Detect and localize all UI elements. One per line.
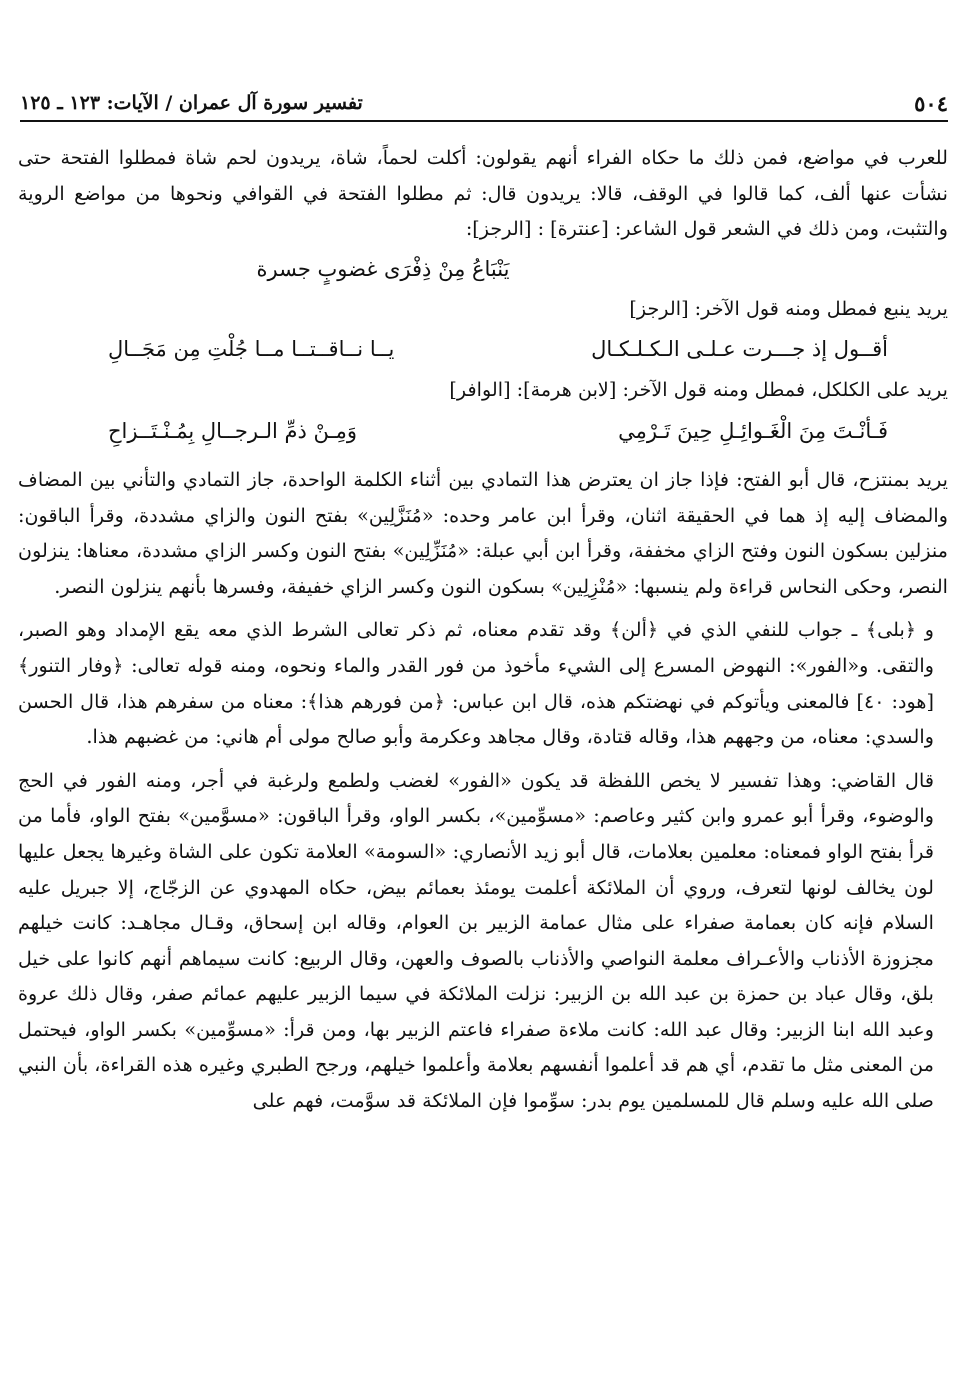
paragraph-6: قال القاضي: وهذا تفسير لا يخص اللفظة قد يكون «الفور» لغضب ولطمع ولرغبة في أجر، ومنه الفور في الحج والوضوء، وقرأ أبو عمرو وابن كثير وعاصم: «مسوِّمين»، بكسر الواو، وقرأ الباقون: «مسوَّمين» بفتح الواو، فأما من قرأ بفتح الواو فمعناه: معلمين بعلامات، قال أبو زيد الأنصاري: «السومة» العلامة تكون على الشاة وغيرها يجعل عليها لون يخالف لونها لتعرف، وروي أن الملائكة أعلمت يومئذ بعمائم بيض، حكاه المهدوي عن الزجّاج، إلا جبريل عليه السلام فإنه كان بعمامة صفراء على مثال عمامة الزبير بن العوام، وقاله ابن إسحاق، وقـال مجاهـد: كانت خيلهم مجزوزة الأذناب والأعـراف معلمة النواصي والأذناب بالصوف والعهن، وقال الربيع: كانت سيماهم أنهم كانوا على خيل بلق، وقال عباد بن حمزة بن عبد الله بن الزبير: نزلت الملائكة في سيما الزبير عليهم عمائم صفر، وقال ذلك عروة وعبد الله ابنا الزبير: وقال عبد الله: كانت ملاءة صفراء فاعتم الزبير بها، ومن قرأ: «مسوِّمين» بكسر الواو، فيحتمل من المعنى مثل ما تقدم، أي هم قد أعلموا أنفسهم بعلامة وأعلموا خيلهم، ورجح الطبري وغيره هذه القراءة، بأن النبي صلى الله عليه وسلم قال للمسلمين يوم بدر: سوِّموا فإن الملائكة قد سوَّمت، فهم على [18,768,934,1113]
verse-2-second-hemistich: يــا نــاقــتــا مــا جُلْتِ مِن مَجَــالِ [108,337,395,362]
page-number: ٥٠٤ [914,90,948,116]
paragraph-2: يريد ينبع فمطل ومنه قول الآخر: [الرجز] [629,296,948,320]
verse-2-first-hemistich: أقــول إذ جـــرت عـلـى الـكـلـكـال [591,337,888,362]
page-header [20,88,948,118]
running-title: تفسير سورة آل عمران / الآيات: ١٢٣ ـ ١٢٥ [20,92,363,114]
paragraph-1: للعرب في مواضع، فمن ذلك ما حكاه الفراء أنهم يقولون: أكلت لحماً، شاة، يريدون لحم شاة فمطلوا الفتحة حتى نشأت عنها ألف، كما قالوا في الوقف، قالا: يريدون قال: ثم مطلوا الفتحة في القوافي ونحوها من مواضع الروية والتثبت، ومن ذلك في الشعر قول الشاعر: [عنترة] : [الرجز]: [18,146,948,241]
verse-3-first-hemistich: فَـأنْـتَ مِنَ الْغَـوائِـلِ حِينَ تَـرْمِي [618,418,888,443]
verse-3 [18,408,948,454]
paragraph-4: يريد بمنتزح، قال أبو الفتح: فإذا جاز ان يعترض هذا التمادي بين أثناء الكلمة الواحدة، جاز التمادي والتأني بين المضاف والمضاف إليه إذ هما في الحقيقة اثنان، وقرأ ابن عامر وحده: «مُنَزَّلِين» بفتح النون والزاي مشددة، وقرأ الباقون: منزلين بسكون النون وفتح الزاي مخففة، وقرأ ابن أبي عبلة: «مُنَزِّلِين» بفتح النون وكسر الزاي مشددة، معناها: ينزلون النصر، وحكى النحاس قراءة ولم ينسبها: «مُنْزِلِين» بسكون النون وكسر الزاي خفيفة، وفسرها بأنهم ينزلون النصر. [18,467,948,598]
header-rule [20,120,948,122]
paragraph-3: يريد على الكلكل، فمطل ومنه قول الآخر: [لابن هرمة]: [الوافر] [449,378,948,402]
page-body [18,140,948,1119]
verse-1: يَنْبَاعُ مِنْ ذِفْرَى غضوبٍ جسرة [256,256,510,281]
verse-3-second-hemistich: وَمِـنْ ذمِّ الـرجــالِ بِمُـنْـتَــزاحِ [108,418,358,443]
verse-2 [18,326,948,372]
paragraph-5: و ﴿بلى﴾ ـ جواب للنفي الذي في ﴿ألن﴾ وقد تقدم معناه، ثم ذكر تعالى الشرط الذي معه يقع الإمداد وهو الصبر، والتقى. و«الفور»: النهوض المسرع إلى الشيء مأخوذ من فور القدر والماء ونحوه، ومنه قوله تعالى: ﴿وفار التنور﴾ [هود: ٤٠] فالمعنى ويأتوكم في نهضتكم هذه، قال ابن عباس: ﴿من فورهم هذا﴾: معناه من سفرهم هذا، قال الحسن والسدي: معناه، من وجههم هذا، وقاله قتادة، وقال مجاهد وعكرمة وأبو صالح مولى أم هاني: من غضبهم هذا. [18,618,935,749]
